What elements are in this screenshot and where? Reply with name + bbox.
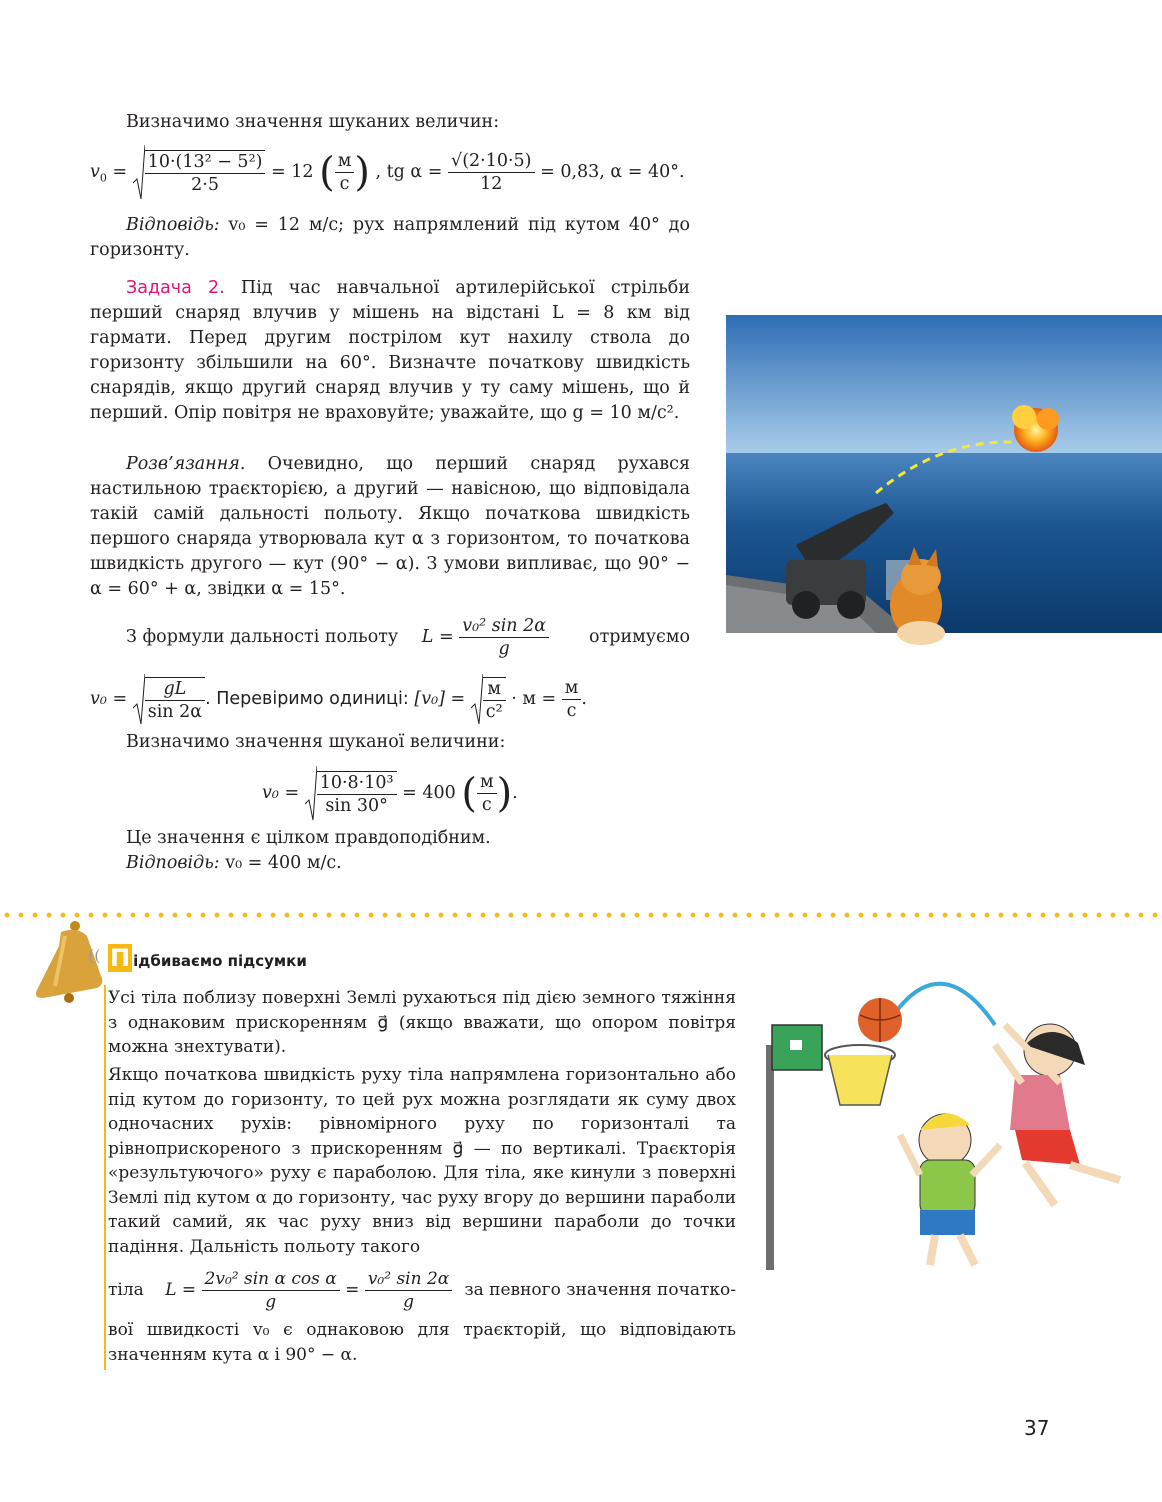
paragraph-plausible: Це значення є цілком правдоподібним. xyxy=(126,828,491,848)
summary-paragraph-1: Усі тіла поблизу поверхні Землі рухаються під дією земного тяжіння з однаковим прискоренням g⃗ (якщо вважати, що опором повітря можна знехтувати). xyxy=(108,988,736,1057)
eq-tg: , tg α = xyxy=(375,162,443,182)
equation-v0-first: $v_0$ = $\frac{\text{10·(13² − 5²)}}{2\cdot 5}$ = 12 ( $\frac{м}{с}$ ) , tg α = $\frac{√(2\cdot 10\cdot 5)}{12}$ = 0,83, α = 40°. xyxy=(90,142,685,202)
summary-heading: П ідбиваємо підсумки xyxy=(110,944,307,972)
sqrt-sign xyxy=(133,145,145,201)
equation-v0-formula: v₀ = $\frac{gL}{\sin 2\alpha}$ . Перевіримо одиниці: [v₀] = $\frac{м}{\text{с²}}$ · м = $\frac{м}{с}$ . xyxy=(90,670,587,728)
solution: Розв’язання. Очевидно, що перший снаряд рухався настильною траєкторією, а другий — навісною, що відповідала такій самій дальності польоту. Якщо початкова швидкість першого снаряда утворювала кут α з горизонтом, то початкова швидкість другого — кут (90° − α). З умови випливає, що 90° − α = 60° + α, звідки α = 15°. xyxy=(90,454,690,599)
sqrt-sign-3 xyxy=(471,674,483,726)
fraction-tg: $\frac{√(2\cdot 10\cdot 5)}{12}$ xyxy=(448,150,534,195)
page-number: 37 xyxy=(1024,1416,1050,1440)
summary-paragraph-3: вої швидкості v₀ є однаковою для траєкторій, що відповідають значенням кута α і 90° − α. xyxy=(108,1320,736,1365)
task-2: Задача 2. Під час навчальної артилерійської стрільби перший снаряд влучив у мішень на відстані L = 8 км від гармати. Перед другим пострілом кут нахилу ствола до горизонту збільшили на 60°. Визначте початкову швидкість снарядів, якщо другий снаряд влучив у ту саму мішень, що й перший. Опір повітря не враховуйте; уважайте, що g = 10 м/с². xyxy=(90,278,690,423)
summary-first-letter: П xyxy=(110,944,131,972)
eq-lhs: v xyxy=(90,162,100,182)
fraction: $\frac{\text{10·(13² − 5²)}}{2\cdot 5}$ xyxy=(145,150,266,196)
equation-v0-value: v₀ = $\frac{\text{10·8·10³}}{\sin 30^\circ}$ = 400 ( $\frac{м}{с}$ ). xyxy=(262,763,518,823)
range-formula-line: З формули дальності польоту L = $\frac{\text{v₀² sin 2α}}{g}$ отримуємо xyxy=(126,616,690,659)
summary-range-equation: тіла L = $\frac{\text{2v₀² sin α cos α}}{g}$ = $\frac{\text{v₀² sin 2α}}{g}$ за певного значення початко- xyxy=(108,1269,736,1312)
sqrt-sign-4 xyxy=(305,766,317,822)
summary-paragraph-2: Якщо початкова швидкість руху тіла напрямлена горизонтально або під кутом до горизонту, то цей рух можна розглядати як суму двох одночасних рухів: рівномірного руху по горизонталі та рівноприскореного з прискоренням g⃗ — по вертикалі. Траєкторія «результуючого» руху є параболою. Для тіла, яке кинули з поверхні Землі під кутом α до горизонту, час руху вгору до вершини параболи такий самий, як час руху вниз від вершини параболи до точки падіння. Дальність польоту такого xyxy=(108,1065,736,1257)
summary-rule xyxy=(104,985,106,1370)
bell-wave-marks: (( xyxy=(88,946,101,965)
eq-result: = 0,83, α = 40°. xyxy=(540,162,685,182)
eq-lhs-sub: 0 xyxy=(99,171,107,185)
answer-1: Відповідь: v₀ = 12 м/с; рух напрямлений під кутом 40° до горизонту. xyxy=(90,215,690,260)
sqrt-sign-2 xyxy=(133,674,145,726)
task-label: Задача 2. xyxy=(126,278,225,298)
basketball-kids-illustration xyxy=(760,965,1150,1285)
paragraph-intro: Визначимо значення шуканих величин: xyxy=(126,112,500,132)
answer-2: Відповідь: v₀ = 400 м/с. xyxy=(126,853,342,873)
paragraph-value: Визначимо значення шуканої величини: xyxy=(126,732,506,752)
section-divider xyxy=(0,912,1162,918)
cannon-sea-photo xyxy=(726,315,1162,660)
eq-mid: = 12 xyxy=(271,162,314,182)
unit-fraction: $\frac{м}{с}$ xyxy=(335,150,355,195)
